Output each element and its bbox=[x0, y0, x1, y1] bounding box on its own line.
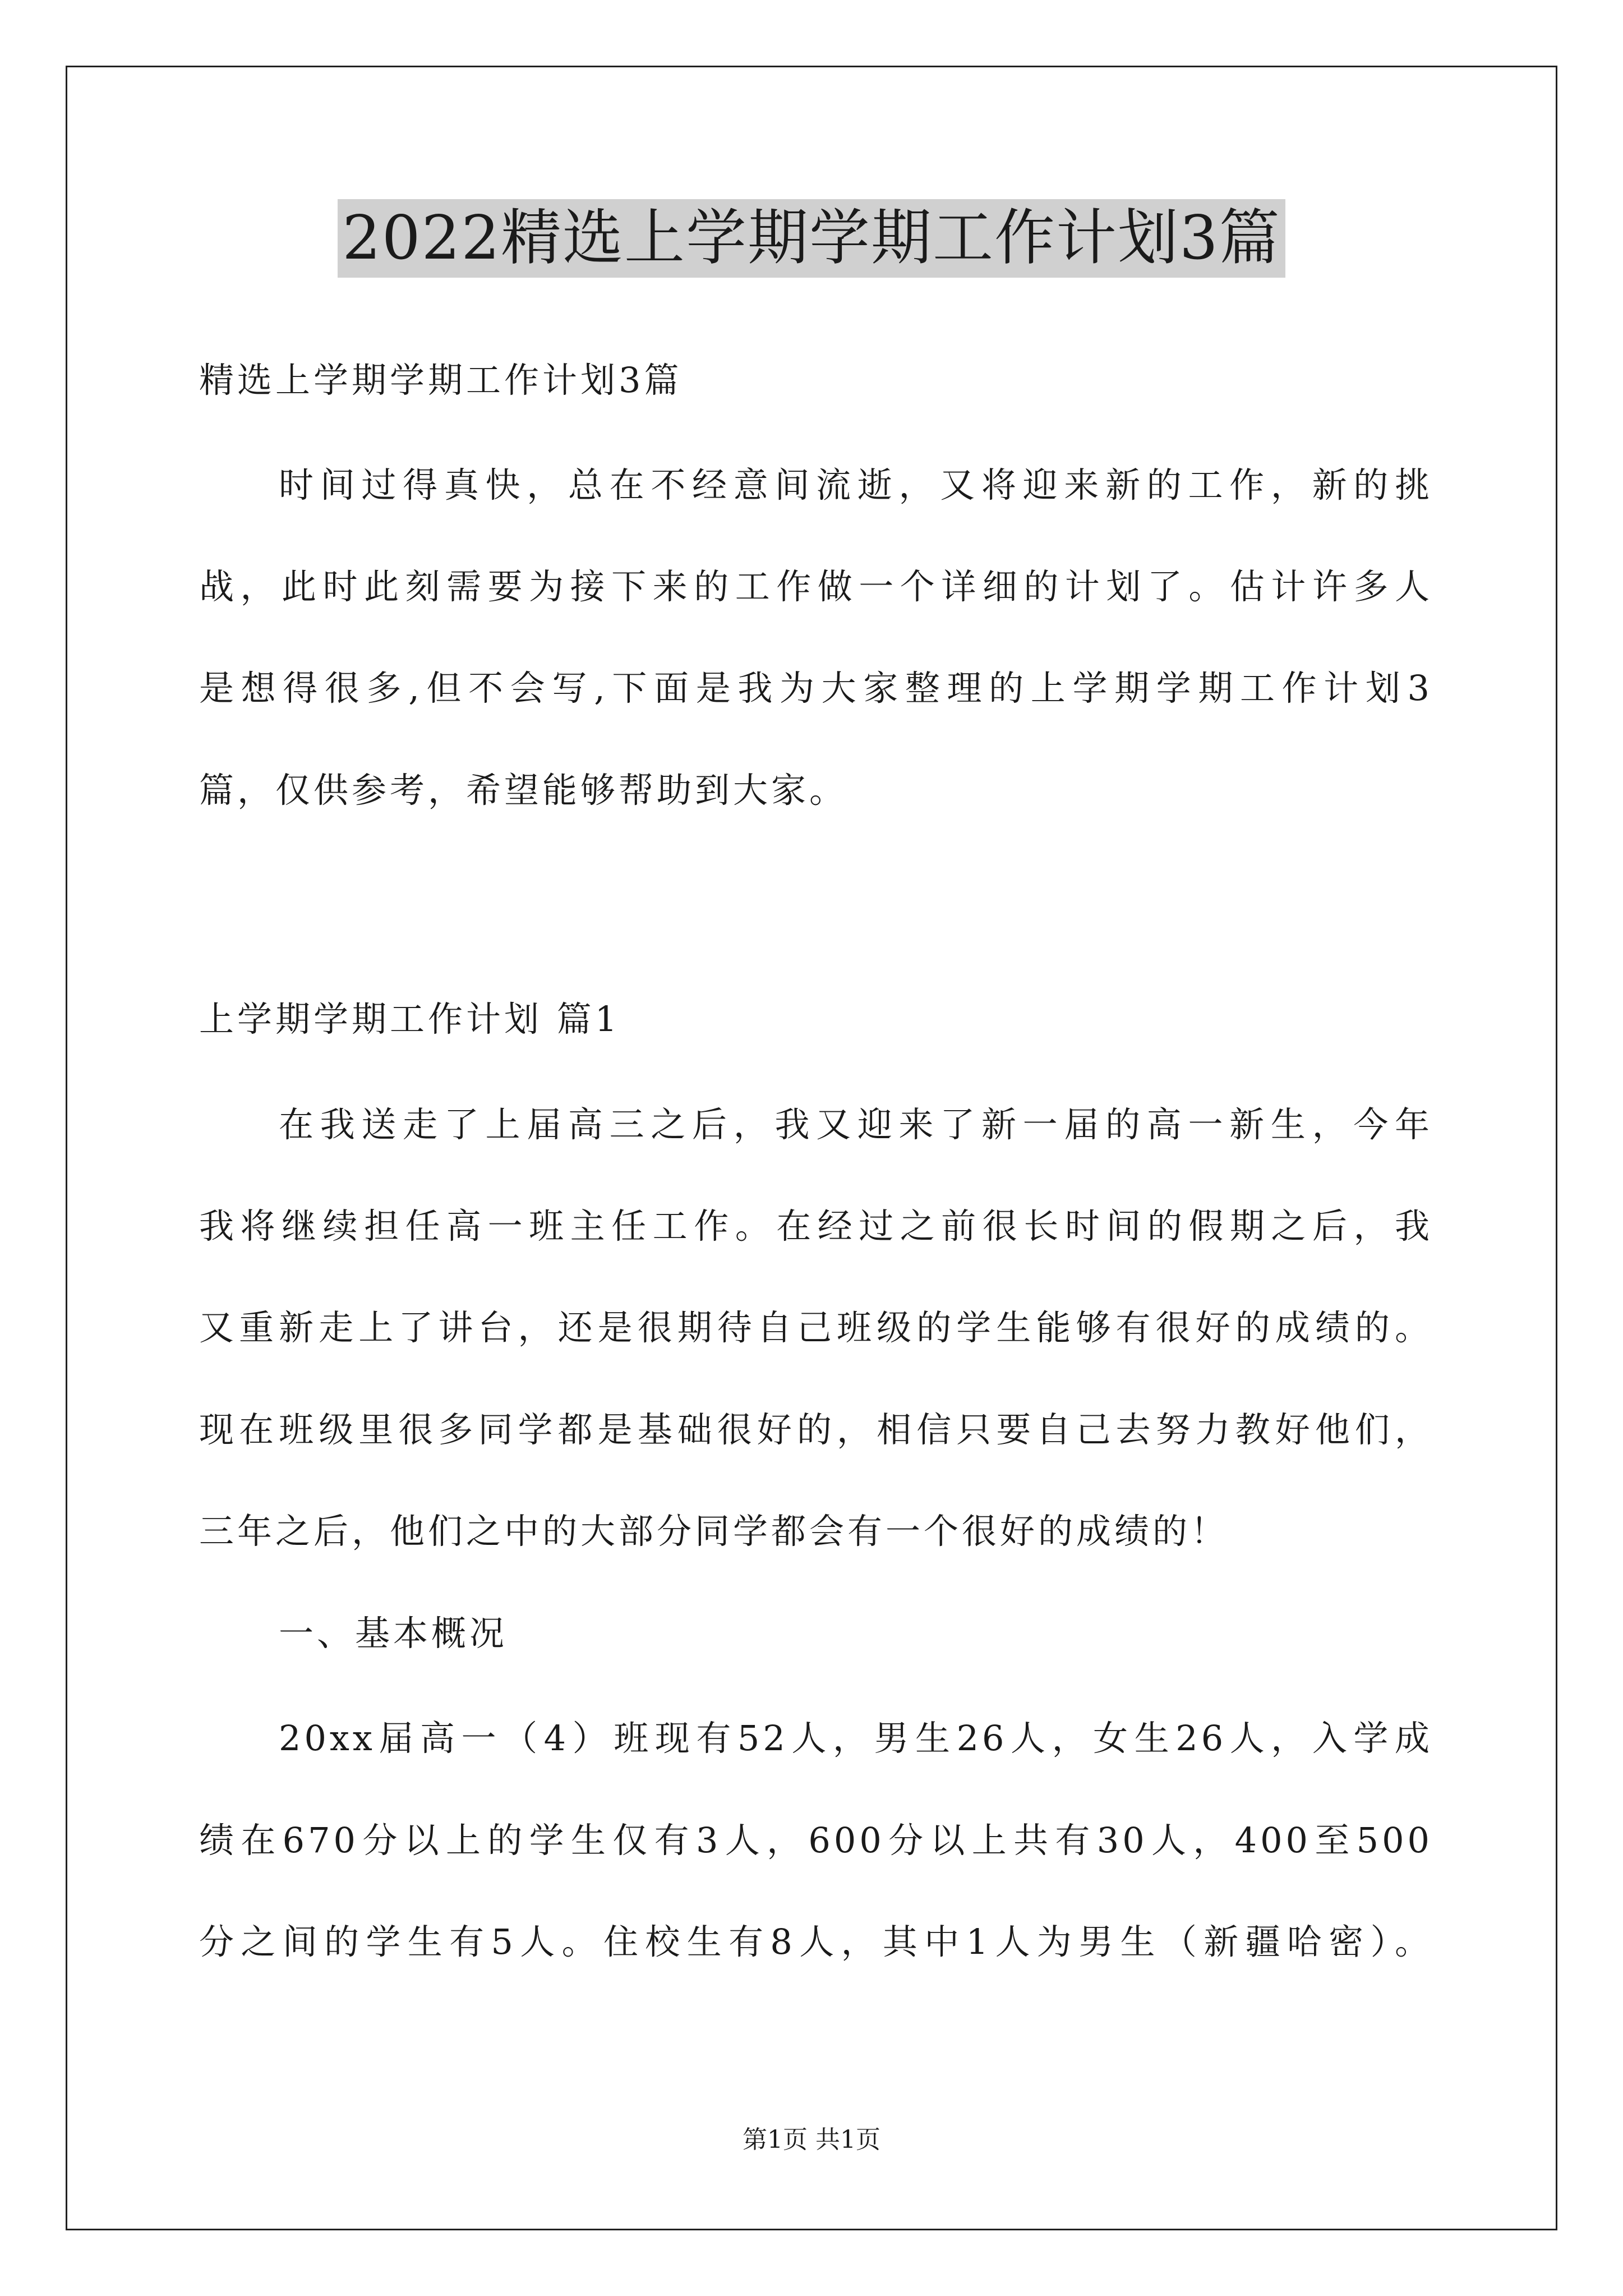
section-line-1: 在我送走了上届高三之后，我又迎来了新一届的高一新生，今年 bbox=[279, 1104, 1433, 1145]
section-line-3: 又重新走上了讲台，还是很期待自己班级的学生能够有很好的成绩的。 bbox=[199, 1307, 1433, 1348]
title-wrap bbox=[0, 199, 1623, 278]
section-line-4: 现在班级里很多同学都是基础很好的，相信只要自己去努力教好他们， bbox=[199, 1409, 1433, 1450]
section-line-5: 三年之后，他们之中的大部分同学都会有一个很好的成绩的！ bbox=[199, 1511, 1229, 1552]
intro-line-1: 时间过得真快，总在不经意间流逝，又将迎来新的工作，新的挑 bbox=[279, 464, 1433, 505]
overview-subheading: 一、基本概况 bbox=[279, 1613, 508, 1654]
overview-line-1: 20xx届高一（4）班现有52人，男生26人，女生26人，入学成 bbox=[279, 1718, 1433, 1759]
section-heading: 上学期学期工作计划 篇1 bbox=[199, 999, 621, 1039]
document-subtitle: 精选上学期学期工作计划3篇 bbox=[199, 360, 683, 401]
section-line-2: 我将继续担任高一班主任工作。在经过之前很长时间的假期之后，我 bbox=[199, 1205, 1433, 1246]
overview-line-3: 分之间的学生有5人。住校生有8人，其中1人为男生（新疆哈密）。 bbox=[199, 1921, 1433, 1962]
intro-line-2: 战，此时此刻需要为接下来的工作做一个详细的计划了。估计许多人 bbox=[199, 566, 1433, 607]
page-footer: 第1页 共1页 bbox=[743, 2125, 880, 2154]
overview-line-2: 绩在670分以上的学生仅有3人，600分以上共有30人，400至500 bbox=[199, 1820, 1433, 1861]
intro-line-3: 是想得很多,但不会写,下面是我为大家整理的上学期学期工作计划3 bbox=[199, 668, 1433, 708]
intro-line-4: 篇，仅供参考，希望能够帮助到大家。 bbox=[199, 770, 848, 811]
document-title: 2022精选上学期学期工作计划3篇 bbox=[338, 199, 1285, 278]
